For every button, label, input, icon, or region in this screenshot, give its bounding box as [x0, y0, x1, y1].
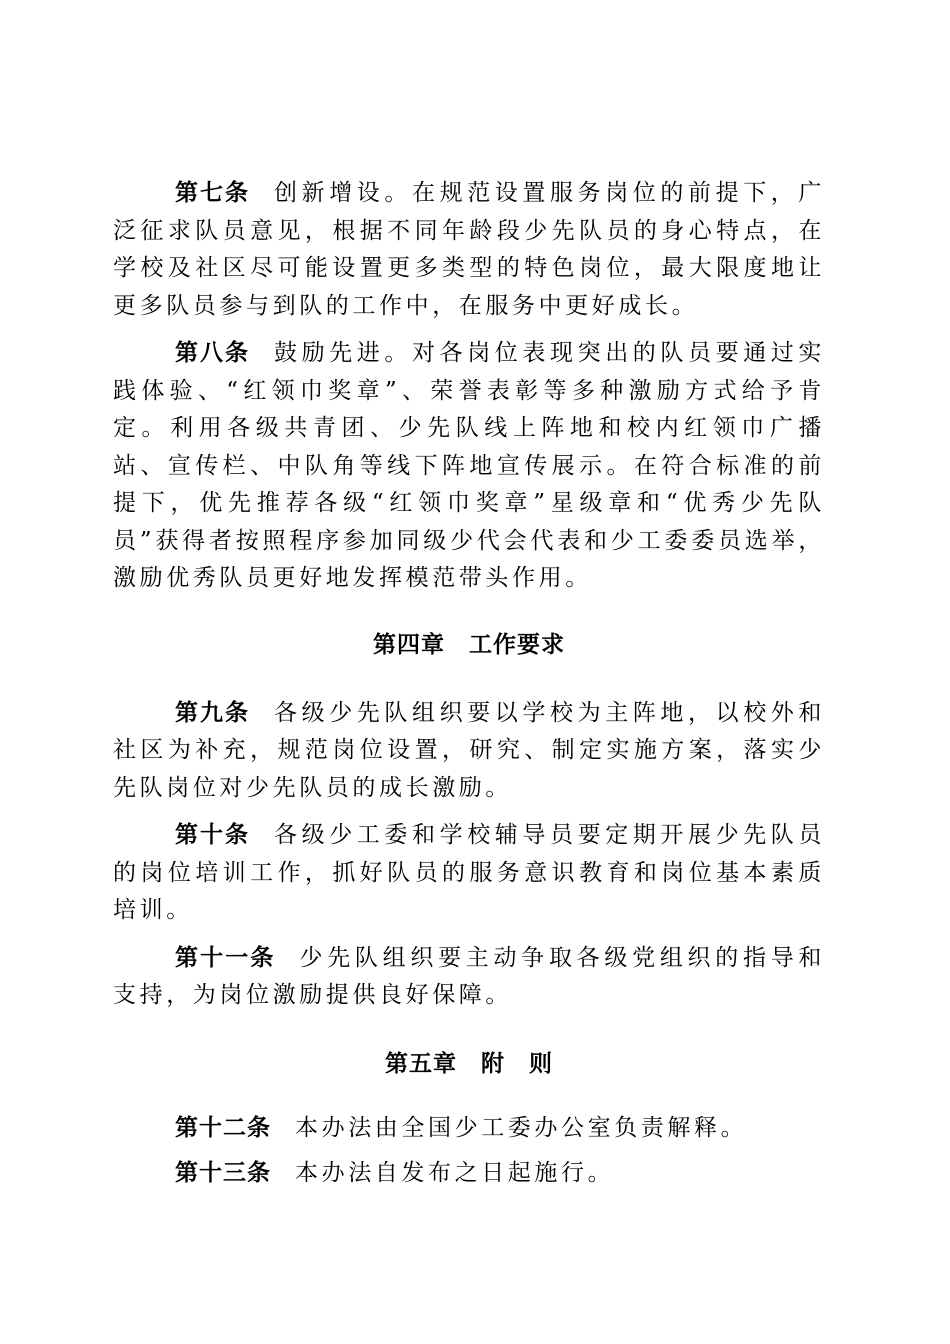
- article-13: [113, 1155, 825, 1193]
- chapter-title-part1: 附: [481, 1050, 505, 1077]
- article-12: [113, 1110, 825, 1148]
- article-text: 鼓励先进。对各岗位表现突出的队员要通过实践体验、“红领巾奖章”、荣誉表彰等多种激励方式给予肯定。利用各级共青团、少先队线上阵地和校内红领巾广播站、宣传栏、中队角等线下阵地宣传展示。在符合标准的前提下，优先推荐各级“红领巾奖章”星级章和“优秀少先队员”获得者按照程序参加同级少代会代表和少工委委员选举，激励优秀队员更好地发挥模范带头作用。: [113, 340, 825, 591]
- article-label: 第十三条: [175, 1160, 271, 1186]
- article-10: [113, 817, 825, 930]
- article-7: [113, 175, 825, 325]
- document-page: [113, 175, 825, 1201]
- article-label: 第八条: [175, 340, 250, 366]
- article-label: 第十一条: [175, 944, 276, 971]
- article-text: 各级少先队组织要以学校为主阵地，以校外和社区为补充，规范岗位设置，研究、制定实施方案，落实少先队岗位对少先队员的成长激励。: [113, 699, 825, 801]
- article-label: 第十条: [175, 822, 250, 848]
- article-8: [113, 335, 825, 598]
- article-text: 少先队组织要主动争取各级党组织的指导和支持，为岗位激励提供良好保障。: [113, 944, 826, 1008]
- chapter-heading-5: [113, 1045, 825, 1078]
- article-text: 本办法由全国少工委办公室负责解释。: [295, 1114, 748, 1141]
- chapter-number: 第四章: [373, 631, 445, 658]
- article-label: 第十二条: [175, 1114, 271, 1141]
- article-label: 第七条: [175, 180, 250, 206]
- article-11: [113, 940, 825, 1015]
- article-label: 第九条: [175, 699, 250, 726]
- chapter-heading-4: [113, 626, 825, 659]
- article-text: 本办法自发布之日起施行。: [295, 1160, 615, 1186]
- chapter-title-part2: 则: [529, 1050, 553, 1077]
- chapter-title: 工作要求: [469, 631, 565, 658]
- article-text: 创新增设。在规范设置服务岗位的前提下，广泛征求队员意见，根据不同年龄段少先队员的身心特点，在学校及社区尽可能设置更多类型的特色岗位，最大限度地让更多队员参与到队的工作中，在服务中更好成长。: [113, 180, 825, 319]
- article-9: [113, 695, 825, 808]
- chapter-number: 第五章: [385, 1050, 457, 1077]
- article-text: 各级少工委和学校辅导员要定期开展少先队员的岗位培训工作，抓好队员的服务意识教育和岗位基本素质培训。: [113, 822, 825, 923]
